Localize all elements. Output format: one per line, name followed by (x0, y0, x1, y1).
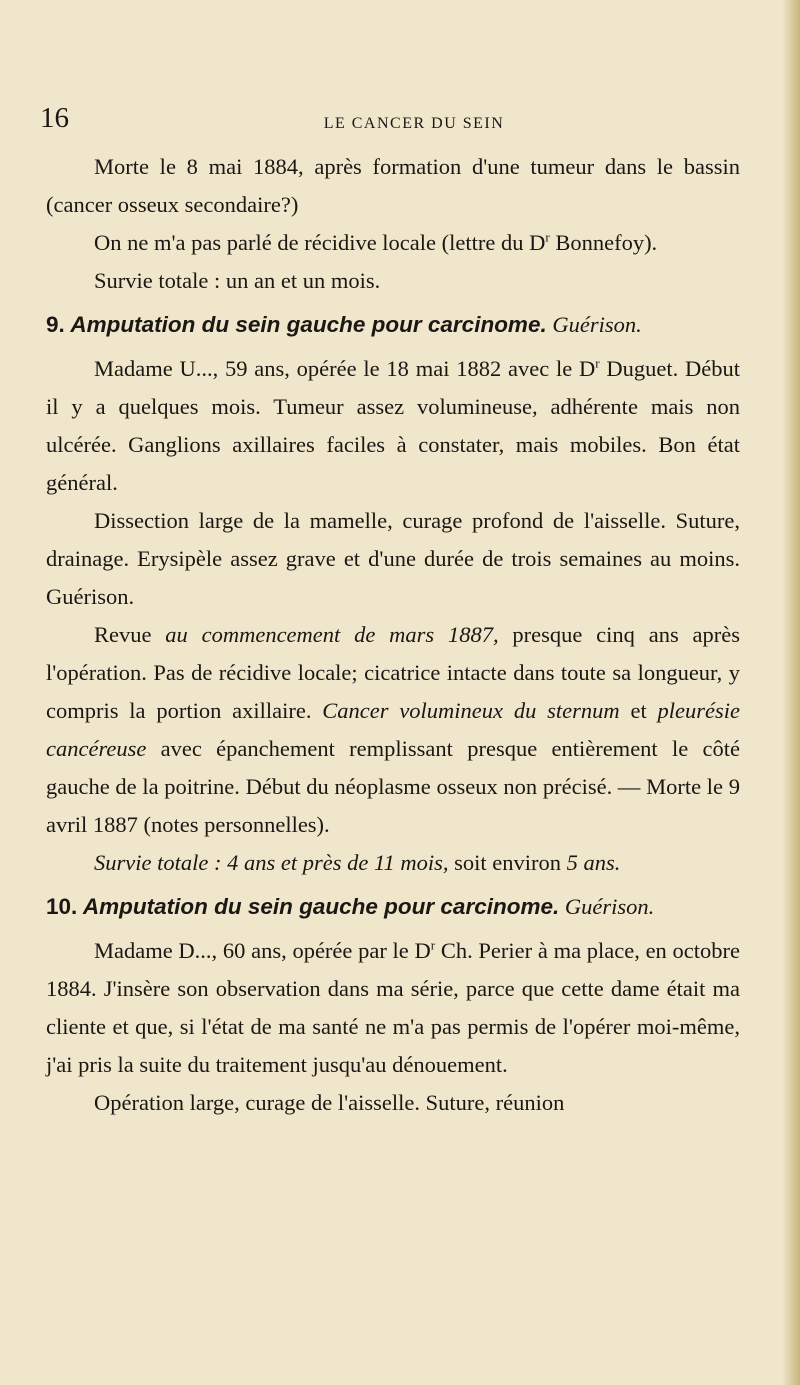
case-heading-9: 9. Amputation du sein gauche pour carcinome. Guérison. (46, 312, 642, 337)
page-edge (782, 0, 800, 1385)
paragraph: Opération large, curage de l'aisselle. Suture, réunion (94, 1090, 565, 1115)
paragraph: Survie totale : 4 ans et près de 11 mois, soit environ 5 ans. (94, 850, 621, 875)
running-title: LE CANCER DU SEIN (323, 115, 505, 132)
paragraph: Morte le 8 mai 1884, après formation d'une tumeur dans le bassin (cancer osseux secondaire?) (46, 154, 740, 217)
page-number: 16 (40, 102, 69, 134)
paragraph: Madame U..., 59 ans, opérée le 18 mai 1882 avec le $D^r$ Duguet. Début il y a quelques mois. Tumeur assez volumineuse, adhérente mais non ulcérée. Ganglions axillaires faciles à constater, mais mobiles. Bon état général. (46, 355, 740, 495)
case-heading-10: 10. Amputation du sein gauche pour carcinome. Guérison. (46, 894, 655, 919)
paragraph: Revue au commencement de mars 1887, presque cinq ans après l'opération. Pas de récidive locale; cicatrice intacte dans toute sa longueur, y compris la portion axillaire. Cancer volumineux du sternum et pleurésie cancéreuse avec épanchement remplissant presque entièrement le côté gauche de la poitrine. Début du néoplasme osseux non précisé. — Morte le 9 avril 1887 (notes personnelles). (46, 622, 740, 837)
paragraph: Dissection large de la mamelle, curage profond de l'aisselle. Suture, drainage. Erysipèle assez grave et d'une durée de trois semaines au moins. Guérison. (46, 508, 740, 609)
page-header (40, 100, 740, 140)
paragraph: Survie totale : un an et un mois. (94, 268, 381, 293)
paragraph: On ne m'a pas parlé de récidive locale (lettre du $D^r$ Bonnefoy). (94, 229, 658, 255)
page-body (46, 148, 740, 1122)
paragraph: Madame D..., 60 ans, opérée par le $D^r$ Ch. Perier à ma place, en octobre 1884. J'insère son observation dans ma série, parce que cette dame était ma cliente et que, si l'état de ma santé ne m'a pas permis de l'opérer moi-même, j'ai pris la suite du traitement jusqu'au dénouement. (46, 937, 740, 1077)
